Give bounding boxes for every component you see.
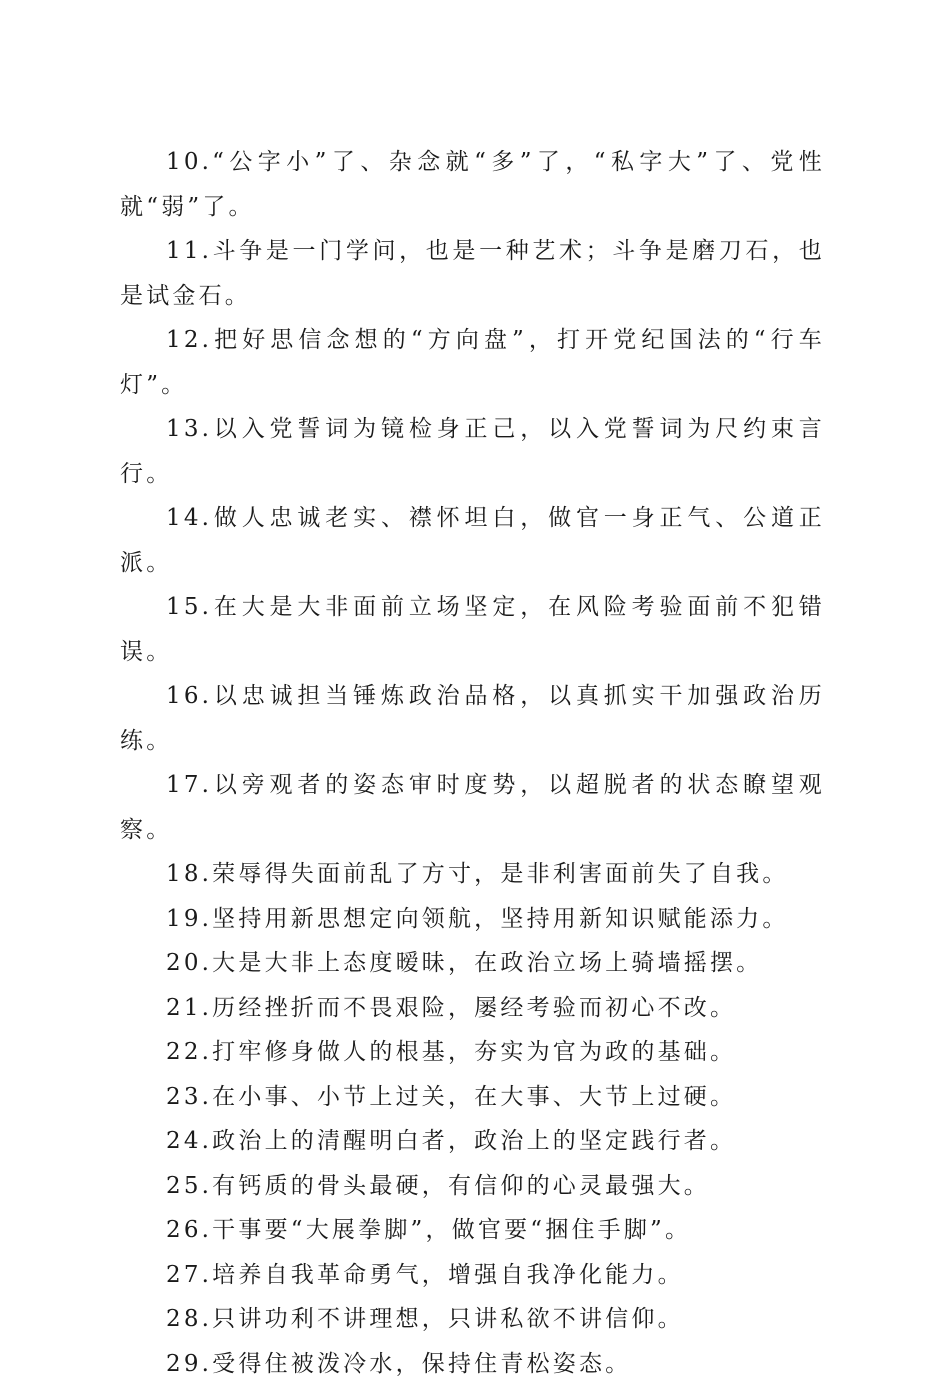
list-item: 22.打牢修身做人的根基，夯实为官为政的基础。 — [120, 1030, 825, 1075]
list-item: 16.以忠诚担当锤炼政治品格，以真抓实干加强政治历练。 — [120, 674, 825, 763]
document-body — [120, 140, 825, 1386]
list-item: 15.在大是大非面前立场坚定，在风险考验面前不犯错误。 — [120, 585, 825, 674]
list-item: 29.受得住被泼冷水，保持住青松姿态。 — [120, 1342, 825, 1386]
list-item: 26.干事要“大展拳脚”，做官要“捆住手脚”。 — [120, 1208, 825, 1253]
list-item: 28.只讲功利不讲理想，只讲私欲不讲信仰。 — [120, 1297, 825, 1342]
list-item: 25.有钙质的骨头最硬，有信仰的心灵最强大。 — [120, 1164, 825, 1209]
list-item: 13.以入党誓词为镜检身正己，以入党誓词为尺约束言行。 — [120, 407, 825, 496]
list-item: 10.“公字小”了、杂念就“多”了，“私字大”了、党性就“弱”了。 — [120, 140, 825, 229]
list-item: 11.斗争是一门学问，也是一种艺术；斗争是磨刀石，也是试金石。 — [120, 229, 825, 318]
list-item: 18.荣辱得失面前乱了方寸，是非利害面前失了自我。 — [120, 852, 825, 897]
list-item: 19.坚持用新思想定向领航，坚持用新知识赋能添力。 — [120, 897, 825, 942]
list-item: 17.以旁观者的姿态审时度势，以超脱者的状态瞭望观察。 — [120, 763, 825, 852]
list-item: 20.大是大非上态度暧昧，在政治立场上骑墙摇摆。 — [120, 941, 825, 986]
list-item: 12.把好思信念想的“方向盘”，打开党纪国法的“行车灯”。 — [120, 318, 825, 407]
list-item: 21.历经挫折而不畏艰险，屡经考验而初心不改。 — [120, 986, 825, 1031]
list-item: 14.做人忠诚老实、襟怀坦白，做官一身正气、公道正派。 — [120, 496, 825, 585]
list-item: 27.培养自我革命勇气，增强自我净化能力。 — [120, 1253, 825, 1298]
list-item: 24.政治上的清醒明白者，政治上的坚定践行者。 — [120, 1119, 825, 1164]
list-item: 23.在小事、小节上过关，在大事、大节上过硬。 — [120, 1075, 825, 1120]
